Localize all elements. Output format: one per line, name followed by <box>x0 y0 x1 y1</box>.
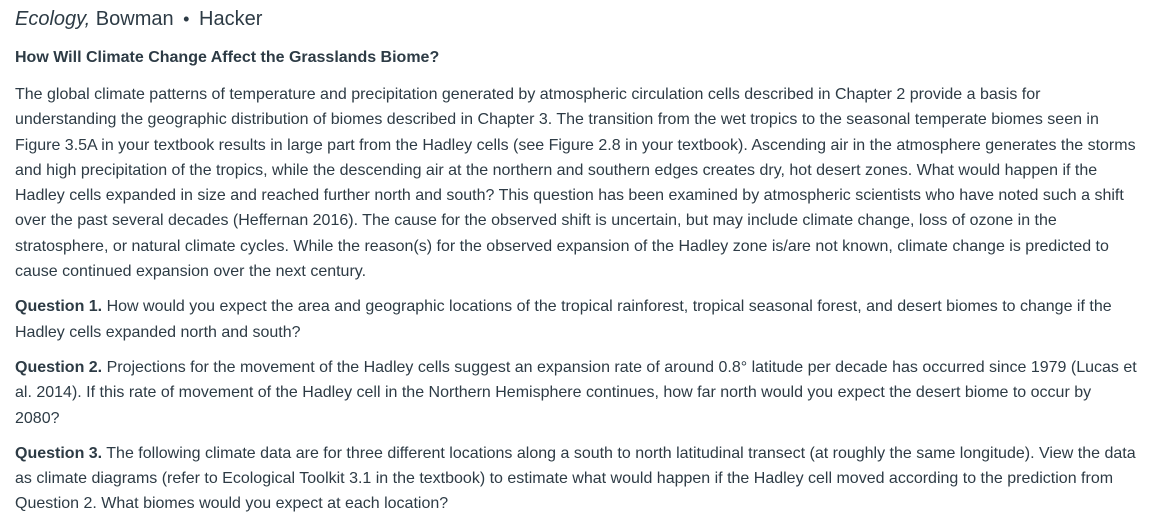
question-1 <box>15 294 1139 345</box>
intro-paragraph: The global climate patterns of temperature and precipitation generated by atmospheric circulation cells described in Chapter 2 provide a basis for understanding the geographic distribution of biomes described in Chapter 3. The transition from the wet tropics to the seasonal temperate biomes seen in Figure 3.5A in your textbook results in large part from the Hadley cells (see Figure 2.8 in your textbook). Ascending air in the atmosphere generates the storms and high precipitation of the tropics, while the descending air at the northern and southern edges creates dry, hot desert zones. What would happen if the Hadley cells expanded in size and reached further north and south? This question has been examined by atmospheric scientists who have noted such a shift over the past several decades (Heffernan 2016). The cause for the observed shift is uncertain, but may include climate change, loss of ozone in the stratosphere, or natural climate cycles. While the reason(s) for the observed expansion of the Hadley zone is/are not known, climate change is predicted to cause continued expansion over the next century. <box>15 86 1136 281</box>
question-2-label: Question 2. <box>15 358 103 376</box>
question-3 <box>15 441 1139 517</box>
question-1-text: How would you expect the area and geographic locations of the tropical rainforest, tropical seasonal forest, and desert biomes to change if the Hadley cells expanded north and south? <box>15 298 1112 341</box>
book-title: Ecology, <box>15 8 91 30</box>
question-2-text: Projections for the movement of the Hadley cells suggest an expansion rate of around 0.8° latitude per decade has occurred since 1979 (Lucas et al. 2014). If this rate of movement of the Hadley cell in the Northern Hemisphere continues, how far north would you expect the desert biome to occur by 2080? <box>15 358 1137 427</box>
author-hacker: Hacker <box>199 8 263 30</box>
author-bowman: Bowman <box>95 8 174 30</box>
bullet-separator: • <box>183 9 190 29</box>
question-2 <box>15 355 1139 431</box>
question-1-label: Question 1. <box>15 298 103 316</box>
question-3-text: The following climate data are for three different locations along a south to north latitudinal transect (at roughly the same longitude). View the data as climate diagrams (refer to Ecological Toolkit 3.1 in the textbook) to estimate what would happen if the Hadley cell moved according to the prediction from Question 2. What biomes would you expect at each location? <box>15 444 1136 513</box>
question-3-label: Question 3. <box>15 444 103 462</box>
book-header <box>15 5 1139 33</box>
section-title: How Will Climate Change Affect the Grasslands Biome? <box>15 49 440 66</box>
